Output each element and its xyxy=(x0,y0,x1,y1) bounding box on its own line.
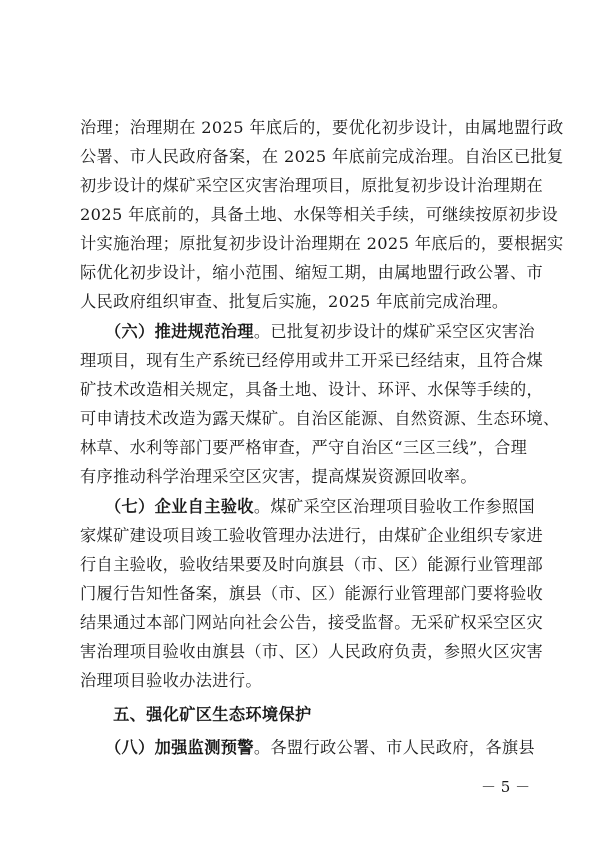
line-indent xyxy=(80,322,113,341)
text-line xyxy=(80,145,564,169)
text-line xyxy=(80,407,560,431)
text-line xyxy=(80,232,564,256)
text-line xyxy=(80,203,559,227)
section-heading: （七）企业自主验收 xyxy=(113,497,254,516)
section-heading: （六）推进规范治理 xyxy=(113,322,254,341)
text-line xyxy=(80,495,535,519)
text-line xyxy=(80,116,564,140)
line-text: 害治理项目验收由旗县（市、区）人民政府负责，参照火区灾害 xyxy=(80,642,544,661)
text-line xyxy=(80,436,535,460)
line-indent xyxy=(80,738,113,757)
line-text: 2025 年底前的，具备土地、水保等相关手续，可继续按原初步设 xyxy=(80,205,559,224)
text-line xyxy=(80,290,535,314)
line-text: 际优化初步设计，缩小范围、缩短工期，由属地盟行政公署、市 xyxy=(80,263,544,282)
text-line xyxy=(80,524,544,548)
text-line xyxy=(80,174,544,198)
line-text: 家煤矿建设项目竣工验收管理办法进行，由煤矿企业组织专家进 xyxy=(80,526,544,545)
line-text: 结果通过本部门网站向社会公告，接受监督。无采矿权采空区灾 xyxy=(80,613,544,632)
text-line xyxy=(80,378,544,402)
line-text: 公署、市人民政府备案，在 2025 年底前完成治理。自治区已批复 xyxy=(80,147,564,166)
section-heading: 五、强化矿区生态环境保护 xyxy=(113,705,312,724)
text-line xyxy=(80,736,535,760)
text-line xyxy=(80,465,535,489)
text-line xyxy=(80,611,544,635)
text-line xyxy=(80,349,544,373)
line-text: 可申请技术改造为露天煤矿。自治区能源、自然资源、生态环境、 xyxy=(80,409,560,428)
page-number: － 5 － xyxy=(481,778,531,796)
text-line xyxy=(80,703,535,727)
section-heading: （八）加强监测预警 xyxy=(113,738,254,757)
line-text: 门履行告知性备案，旗县（市、区）能源行业管理部门要将验收 xyxy=(80,584,544,603)
line-text: 林草、水利等部门要严格审查，严守自治区“三区三线”，合理 xyxy=(80,438,528,457)
line-text: 治理项目验收办法进行。 xyxy=(80,671,262,690)
line-text: 矿技术改造相关规定，具备土地、设计、环评、水保等手续的， xyxy=(80,380,544,399)
line-text: 初步设计的煤矿采空区灾害治理项目，原批复初步设计治理期在 xyxy=(80,176,544,195)
line-text: 计实施治理；原批复初步设计治理期在 2025 年底后的，要根据实 xyxy=(80,234,564,253)
text-line xyxy=(80,553,544,577)
text-line xyxy=(80,640,544,664)
line-text: 治理；治理期在 2025 年底后的，要优化初步设计，由属地盟行政 xyxy=(80,118,564,137)
line-text: 人民政府组织审查、批复后实施，2025 年底前完成治理。 xyxy=(80,292,509,311)
line-text: 。煤矿采空区治理项目验收工作参照国 xyxy=(253,497,535,516)
line-indent xyxy=(80,497,113,516)
line-text: 。各盟行政公署、市人民政府，各旗县 xyxy=(253,738,535,757)
line-indent xyxy=(80,705,113,724)
text-line xyxy=(80,320,535,344)
line-text: 理项目，现有生产系统已经停用或井工开采已经结束，且符合煤 xyxy=(80,351,544,370)
line-text: 有序推动科学治理采空区灾害，提高煤炭资源回收率。 xyxy=(80,467,477,486)
text-line xyxy=(80,582,544,606)
line-text: 。已批复初步设计的煤矿采空区灾害治 xyxy=(253,322,535,341)
text-line xyxy=(80,261,544,285)
text-line xyxy=(80,669,535,693)
line-text: 行自主验收，验收结果要及时向旗县（市、区）能源行业管理部 xyxy=(80,555,544,574)
